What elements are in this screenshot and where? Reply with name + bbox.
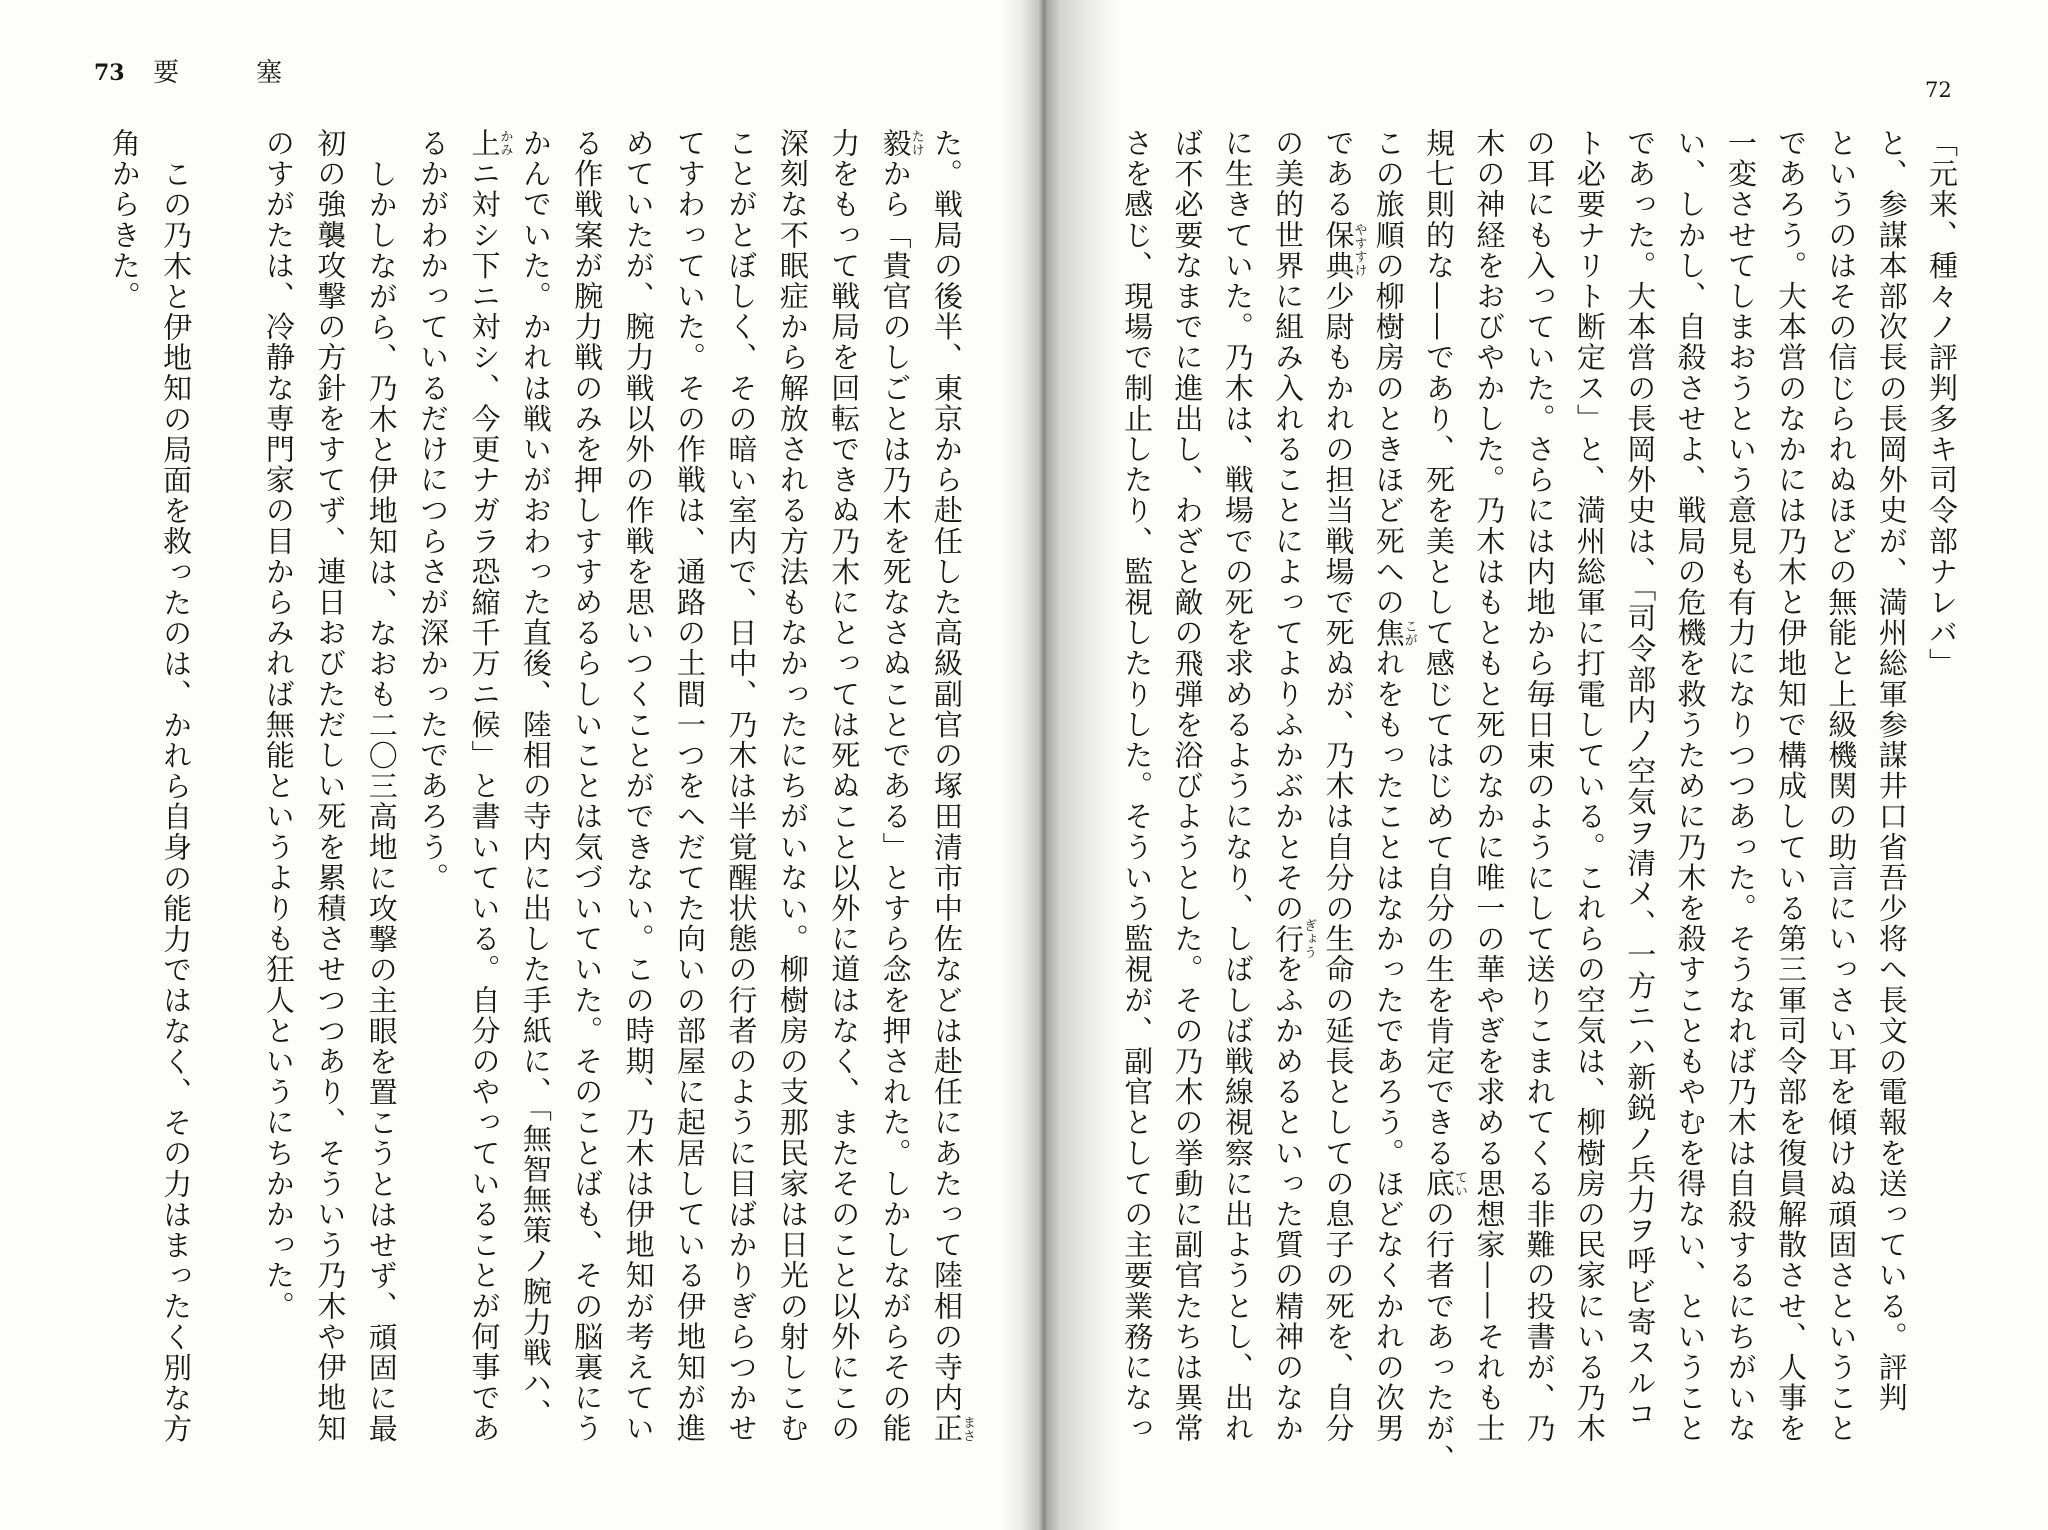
text-line: 初の強襲攻撃の方針をすてず、連日おびただしい死を累積させつつあり、そういう乃木や伊地知 <box>313 128 348 1444</box>
ruby-annotation: たけ <box>908 129 924 157</box>
text-line: というのはその信じられぬほどの無能と上級機関の助言にいっさい耳を傾けぬ頑固さということ <box>1824 128 1859 1444</box>
text-line: 「元来、種々ノ評判多キ司令部ナレバ」 <box>1925 128 1959 679</box>
paragraph-start-line: しかしながら、乃木と伊地知は、なおも二〇三高地に攻撃の主眼を置こうとはせず、頑固に最 <box>364 158 399 1444</box>
ruby-annotation: まさ <box>960 1415 975 1442</box>
text-segment: 少尉もかれの担当戦場で死ぬが、乃木は自分の生命の延長としての息子の死を、自分 <box>1321 281 1356 1444</box>
text-line: る作戦案が腕力戦のみを押しすすめるらしいことは気づいていた。そのことばも、その脳裏にう <box>570 128 605 1444</box>
text-segment: れをもったことはなかったであろう。ほどなくかれの次男 <box>1371 648 1406 1444</box>
text-line: であろう。大本営のなかには乃木と伊地知で構成している第三軍司令部を復員解散させ、人事を <box>1774 128 1809 1444</box>
ruby-annotation: てい <box>1452 1170 1468 1198</box>
text-segment: をふかめるといった質の精神のなか <box>1271 954 1306 1444</box>
text-line <box>1263 128 1317 1468</box>
text-line: かんでいた。かれは戦いがおわった直後、陸相の寺内に出した手紙に、「無智無策ノ腕力戦ハ、 <box>518 128 553 1430</box>
ruby-base: 焦 <box>1371 617 1406 649</box>
ruby-annotation: こが <box>1401 619 1417 647</box>
text-line <box>1414 128 1468 1475</box>
section-break <box>201 128 252 1468</box>
ruby-group <box>1371 617 1417 649</box>
text-segment: この旅順の柳樹房のときほど死への <box>1371 128 1406 618</box>
text-line: のすがたは、冷静な専門家の目からみれば無能というよりも狂人というにちかかった。 <box>261 128 296 1322</box>
ruby-group <box>467 128 513 159</box>
ruby-group <box>930 1413 975 1444</box>
ruby-base: 保典 <box>1321 219 1356 282</box>
text-segment: ニ対シ下ニ対シ、今更ナガラ恐縮千万ニ候」と書いている。自分のやっていることが何事であ <box>467 158 502 1444</box>
ruby-annotation: かみ <box>497 129 513 157</box>
text-line: 力をもって戦局を回転できぬ乃木にとっては死ぬこと以外に道はなく、またそのこと以外にこの <box>827 128 862 1444</box>
text-line: 深刻な不眠症から解放される方法もなかったにちがいない。柳樹房の支那民家は日光の射しこむ <box>775 128 810 1444</box>
text-segment: である <box>1321 128 1356 220</box>
running-head: 要塞 <box>153 58 360 88</box>
text-line: 角からきた。 <box>107 128 142 312</box>
text-line: めていたが、腕力戦以外の作戦を思いつくことができない。この時期、乃木は伊地知が考えてい <box>621 128 656 1444</box>
ruby-base: 上 <box>467 128 502 159</box>
text-line: ば不必要なまでに進出し、わざと敵の飛弾を浴びようとした。その乃木の挙動に副官たちは異常 <box>1170 128 1205 1444</box>
ruby-group <box>1422 1168 1468 1200</box>
text-line <box>869 128 924 1468</box>
text-line: るかがわかっているだけにつらさが深かったであろう。 <box>416 128 451 893</box>
text-line: さを感じ、現場で制止したり、監視したりした。そういう監視が、副官としての主要業務になっ <box>1120 128 1155 1444</box>
text-line: 一変させてしまおうという意見も有力になりつつあった。そうなれば乃木は自殺するにちがいな <box>1723 128 1758 1444</box>
ruby-base: 底 <box>1422 1168 1457 1200</box>
text-segment: た。戦局の後半、東京から赴任した高級副官の塚田清市中佐などは赴任にあたって陸相の寺内 <box>930 128 964 1414</box>
text-segment: の美的世界に組み入れることによってよりふかぶかとその <box>1271 128 1306 924</box>
text-line: ことがとぼしく、その暗い室内で、日中、乃木は半覚醒状態の行者のように目ばかりぎらつかせ <box>724 128 759 1444</box>
ruby-base: 行 <box>1271 923 1306 955</box>
ruby-group <box>878 128 924 159</box>
text-line: の耳にも入っていた。さらには内地から毎日束のようにして送りこまれてくる非難の投書が、乃 <box>1522 128 1557 1444</box>
text-line: い、しかし、自殺させよ、戦局の危機を救うために乃木を殺すこともやむを得ない、ということ <box>1673 128 1708 1444</box>
left-page-number: 73 <box>94 60 125 86</box>
ruby-annotation: やすすけ <box>1351 223 1367 278</box>
text-segment: から「貴官のしごとは乃木を死なさぬことである」とすら念を押された。しかしながらその能 <box>878 158 913 1444</box>
paragraph-start-line: この乃木と伊地知の局面を救ったのは、かれら自身の能力ではなく、その力はまったく別な方 <box>159 158 194 1444</box>
text-line <box>1313 128 1367 1468</box>
book-gutter <box>1000 0 1120 1530</box>
right-page-number: 72 <box>1925 78 1952 102</box>
ruby-base: 正 <box>930 1413 964 1444</box>
right-page-text <box>1112 128 1967 1475</box>
text-line <box>1363 128 1417 1468</box>
ruby-annotation: ぎょう <box>1301 918 1317 960</box>
text-line <box>458 128 513 1468</box>
text-line: 木の神経をおびやかした。乃木はもともと死のなかに唯一の華やぎを求める思想家——それも士 <box>1472 128 1507 1444</box>
text-line: と、参謀本部次長の長岡外史が、満州総軍参謀井口省吾少将へ長文の電報を送っている。評判 <box>1874 128 1909 1414</box>
text-line: てすわっていた。その作戦は、通路の土間一つをへだてた向いの部屋に起居している伊地知が進 <box>673 128 708 1444</box>
ruby-base: 毅 <box>878 128 913 159</box>
ruby-group <box>1271 918 1317 960</box>
left-page-text <box>98 128 975 1468</box>
text-segment: 規七則的な——であり、死を美として感じてはじめて自分の生を肯定できる <box>1422 128 1457 1169</box>
text-line <box>921 128 975 1468</box>
ruby-group <box>1321 219 1367 282</box>
text-segment: の行者であったが、 <box>1422 1199 1457 1475</box>
text-line: に生きていた。乃木は、戦場での死を求めるようになり、しばしば戦線視察に出ようとし、出れ <box>1220 128 1255 1444</box>
text-line: であった。大本営の長岡外史は、「司令部内ノ空気ヲ清メ、一方ニハ新鋭ノ兵力ヲ呼ビ寄スルコ <box>1623 128 1658 1430</box>
text-line: ト必要ナリト断定ス」と、満州総軍に打電している。これらの空気は、柳樹房の民家にいる乃木 <box>1572 128 1607 1444</box>
